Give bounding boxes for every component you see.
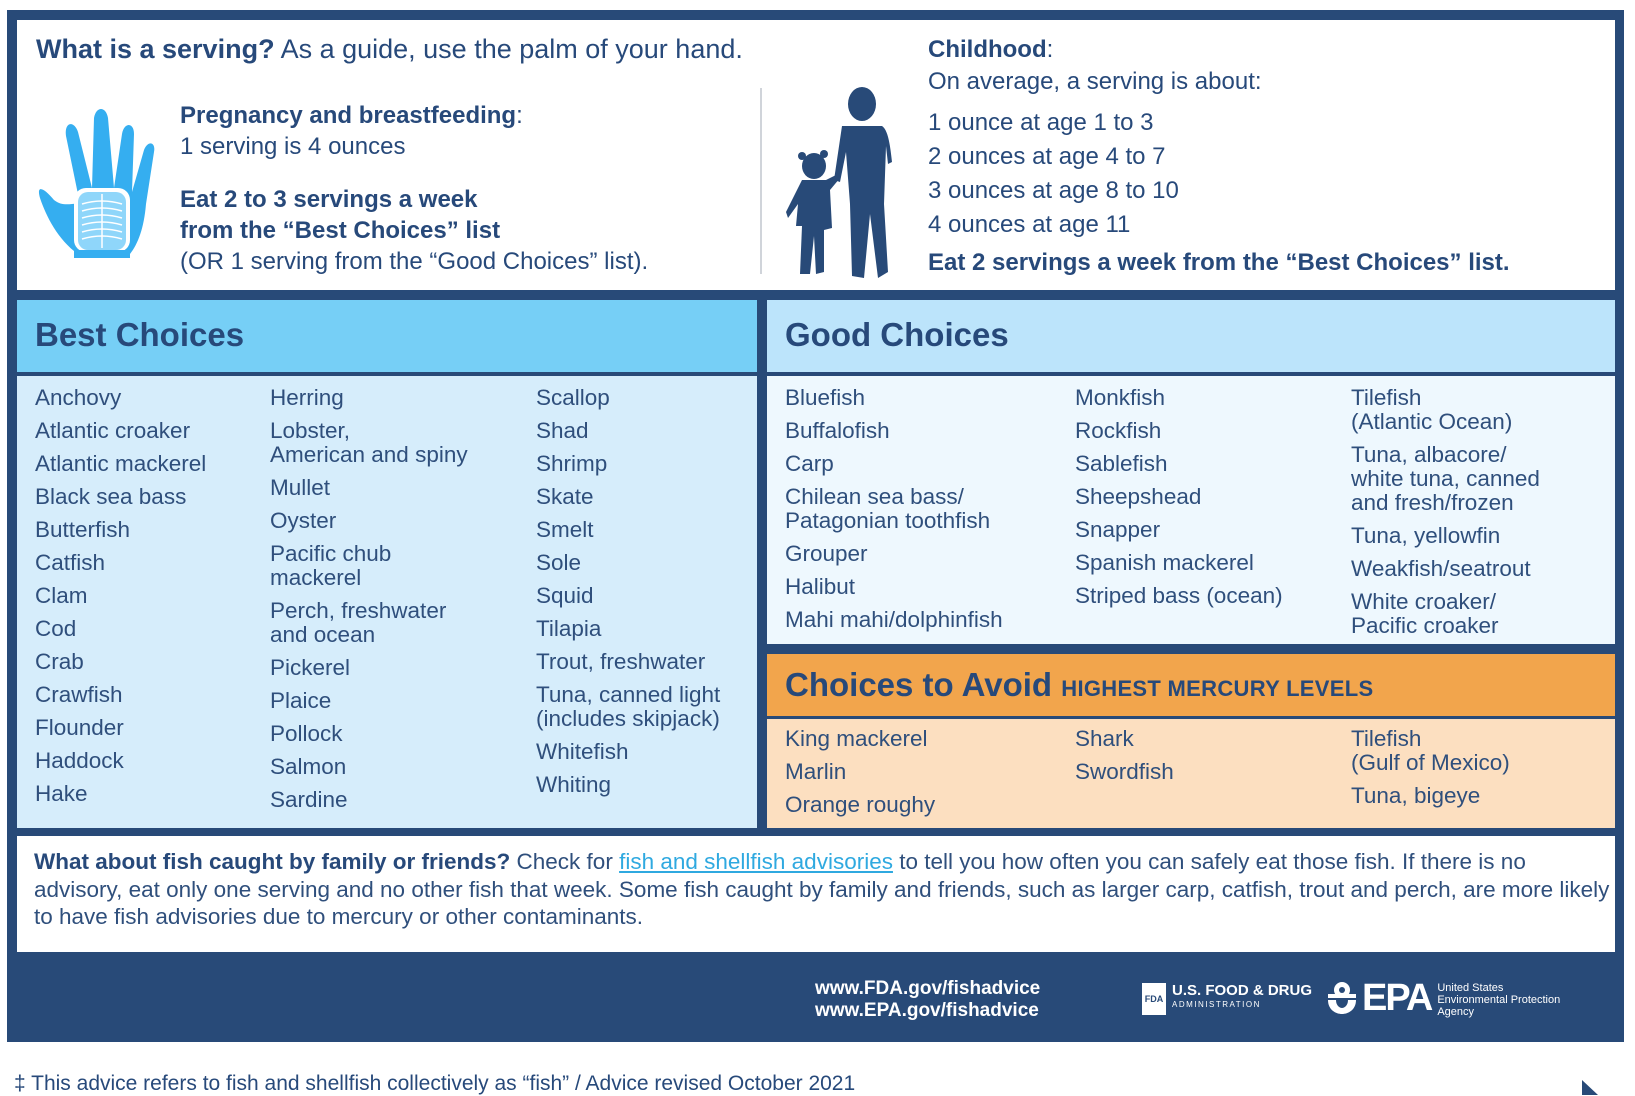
fish-list-item-line: Buffalofish xyxy=(785,418,890,443)
fda-subtitle: ADMINISTRATION xyxy=(1172,1000,1261,1009)
fish-list-item-line: Cod xyxy=(35,616,77,641)
fish-list-item xyxy=(270,689,468,713)
fda-badge-icon: FDA xyxy=(1142,983,1166,1015)
fish-list-item-line: Halibut xyxy=(785,574,856,599)
fish-list-item-line: Rockfish xyxy=(1075,418,1162,443)
fish-list-item-line: Sheepshead xyxy=(1075,484,1202,509)
fish-list-item-line: Spanish mackerel xyxy=(1075,550,1254,575)
fish-list-item-line: Whiting xyxy=(536,772,612,797)
good-choices-column-2 xyxy=(1075,386,1283,617)
avoid-choices-title xyxy=(785,666,1373,704)
fish-list-item-line: Black sea bass xyxy=(35,484,187,509)
pregnancy-serving-size: 1 serving is 4 ounces xyxy=(180,133,406,160)
fish-list-item-line: Hake xyxy=(35,781,88,806)
fish-list-item xyxy=(35,782,206,806)
fish-list-item-line: Mahi mahi/dolphinfish xyxy=(785,607,1003,632)
fish-list-item-line: Salmon xyxy=(270,754,347,779)
avoid-subtitle: HIGHEST MERCURY LEVELS xyxy=(1061,676,1374,701)
fish-list-item-line: Whitefish xyxy=(536,739,629,764)
avoid-column-2 xyxy=(1075,727,1174,793)
fish-list-item-line: Smelt xyxy=(536,517,594,542)
family-fish-body: to tell you how often you can safely eat those fish. If there is no advisory, eat only one serving and no other fish that week. Some fish caught by family and friends, such as larger carp, catfish, trout and perch, are more likely to have fish advisories due to mercury or other contaminants. xyxy=(34,849,1610,929)
fish-list-item-line: Pollock xyxy=(270,721,343,746)
fish-list-item-line: Flounder xyxy=(35,715,124,740)
avoid-choices-list xyxy=(767,719,1615,828)
pregnancy-eat-line2: from the “Best Choices” list xyxy=(180,217,501,244)
fish-list-item xyxy=(270,722,468,746)
best-choices-title: Best Choices xyxy=(35,316,245,353)
serving-question xyxy=(36,34,743,65)
fda-logo xyxy=(1142,983,1312,1015)
fish-list-item xyxy=(536,518,720,542)
fish-list-item-line: Weakfish/seatrout xyxy=(1351,556,1531,581)
fish-list-item xyxy=(536,740,720,764)
fish-list-item xyxy=(35,551,206,575)
fish-list-item xyxy=(270,542,468,590)
fish-list-item-line: Clam xyxy=(35,583,88,608)
fish-list-item-line: Plaice xyxy=(270,688,332,713)
fish-list-item-line: Tuna, bigeye xyxy=(1351,783,1481,808)
childhood-age-4: 4 ounces at age 11 xyxy=(928,211,1131,238)
fish-list-item xyxy=(785,608,1003,632)
best-choices-column-1 xyxy=(35,386,206,815)
fish-list-item xyxy=(35,452,206,476)
fish-list-item-line: Skate xyxy=(536,484,594,509)
epa-subtitle xyxy=(1437,982,1560,1018)
fish-list-item xyxy=(270,599,468,647)
fish-list-item xyxy=(1075,485,1283,509)
fish-list-item-line: Snapper xyxy=(1075,517,1161,542)
fish-list-item-line: Atlantic mackerel xyxy=(35,451,207,476)
fish-list-item xyxy=(1351,590,1540,638)
fish-list-item-line: Pacific chub xyxy=(270,541,392,566)
fish-list-item-line: Crab xyxy=(35,649,84,674)
fish-list-item xyxy=(785,793,935,817)
pregnancy-alternative: (OR 1 serving from the “Good Choices” list). xyxy=(180,248,649,275)
fda-url-link[interactable]: www.FDA.gov/fishadvice xyxy=(815,978,1041,999)
best-choices-list xyxy=(17,376,757,828)
fish-list-item-line: Scallop xyxy=(536,385,610,410)
fish-list-item-line: Anchovy xyxy=(35,385,122,410)
epa-url-link[interactable]: www.EPA.gov/fishadvice xyxy=(815,1000,1039,1021)
fish-list-item-line: (includes skipjack) xyxy=(536,706,720,731)
fish-list-item-line: Shrimp xyxy=(536,451,608,476)
epa-subtitle-line2: Environmental Protection xyxy=(1437,994,1561,1006)
fish-list-item xyxy=(536,617,720,641)
fish-list-item xyxy=(785,727,935,751)
avoid-column-1 xyxy=(785,727,935,826)
fish-list-item xyxy=(1075,584,1283,608)
fish-list-item-line: Orange roughy xyxy=(785,792,936,817)
fish-list-item-line: Tilefish xyxy=(1351,385,1422,410)
fish-list-item-line: and fresh/frozen xyxy=(1351,490,1514,515)
best-choices-column-2 xyxy=(270,386,468,821)
fish-list-item-line: Oyster xyxy=(270,508,337,533)
fish-list-item xyxy=(1075,518,1283,542)
fish-list-item xyxy=(35,683,206,707)
fish-list-item-line: Pacific croaker xyxy=(1351,613,1499,638)
best-choices-header xyxy=(17,300,757,372)
fish-list-item-line: Butterfish xyxy=(35,517,131,542)
fish-list-item-line: white tuna, canned xyxy=(1351,466,1540,491)
fish-list-item-line: Marlin xyxy=(785,759,847,784)
fish-list-item xyxy=(1351,557,1540,581)
fish-list-item xyxy=(536,485,720,509)
fish-list-item xyxy=(785,386,1003,410)
children-silhouette-icon xyxy=(784,86,904,280)
avoid-title-text: Choices to Avoid xyxy=(785,666,1053,703)
fish-list-item-line: (Atlantic Ocean) xyxy=(1351,409,1513,434)
advisories-link[interactable]: fish and shellfish advisories xyxy=(619,849,893,874)
epa-subtitle-line1: United States xyxy=(1437,982,1504,994)
fish-list-item-line: Tilefish xyxy=(1351,726,1422,751)
epa-flower-icon xyxy=(1326,980,1358,1016)
fish-list-item xyxy=(1075,760,1174,784)
fish-list-item xyxy=(785,575,1003,599)
family-fish-question: What about fish caught by family or friends? xyxy=(34,849,511,874)
fish-list-item-line: Monkfish xyxy=(1075,385,1166,410)
fish-list-item xyxy=(536,773,720,797)
fish-list-item xyxy=(35,419,206,443)
fish-list-item xyxy=(35,716,206,740)
fish-list-item xyxy=(270,476,468,500)
fish-list-item xyxy=(1075,727,1174,751)
fish-list-item-line: Sole xyxy=(536,550,582,575)
family-fish-paragraph xyxy=(34,848,1614,931)
good-choices-header xyxy=(767,300,1615,372)
fish-list-item xyxy=(536,584,720,608)
fish-list-item-line: Chilean sea bass/ xyxy=(785,484,964,509)
fish-list-item-line: Shad xyxy=(536,418,589,443)
childhood-title: Childhood xyxy=(928,36,1047,63)
pregnancy-guidance xyxy=(180,100,648,277)
family-fish-pre-link: Check for xyxy=(510,849,620,874)
childhood-age-1: 1 ounce at age 1 to 3 xyxy=(928,109,1154,136)
fish-list-item xyxy=(1075,551,1283,575)
fish-list-item xyxy=(1075,452,1283,476)
fish-list-item-line: Bluefish xyxy=(785,385,866,410)
fish-list-item xyxy=(536,650,720,674)
fish-list-item xyxy=(35,485,206,509)
good-choices-list xyxy=(767,376,1615,644)
fish-list-item-line: King mackerel xyxy=(785,726,928,751)
fish-list-item xyxy=(536,551,720,575)
fish-list-item xyxy=(1075,419,1283,443)
fish-list-item xyxy=(1351,524,1540,548)
next-page-arrow-icon[interactable] xyxy=(1582,1080,1598,1095)
fish-list-item xyxy=(35,386,206,410)
fish-list-item-line: and ocean xyxy=(270,622,376,647)
fish-list-item-line: Catfish xyxy=(35,550,106,575)
fda-name: U.S. FOOD & DRUG xyxy=(1172,982,1313,999)
fish-list-item xyxy=(35,749,206,773)
fish-list-item-line: Shark xyxy=(1075,726,1134,751)
fish-list-item xyxy=(536,419,720,443)
fish-list-item-line: Trout, freshwater xyxy=(536,649,706,674)
epa-subtitle-line3: Agency xyxy=(1437,1006,1475,1018)
serving-question-bold: What is a serving? xyxy=(36,34,275,64)
childhood-age-3: 3 ounces at age 8 to 10 xyxy=(928,177,1179,204)
fish-list-item-line: Carp xyxy=(785,451,834,476)
fish-list-item-line: Crawfish xyxy=(35,682,123,707)
fish-list-item-line: Tilapia xyxy=(536,616,602,641)
fish-list-item xyxy=(35,650,206,674)
fish-list-item xyxy=(785,419,1003,443)
fish-list-item xyxy=(1351,386,1540,434)
childhood-guidance xyxy=(928,34,1510,280)
fish-list-item xyxy=(536,452,720,476)
good-choices-column-3 xyxy=(1351,386,1540,647)
childhood-eat: Eat 2 servings a week from the “Best Choices” list. xyxy=(928,249,1510,276)
fish-list-item xyxy=(1351,784,1510,808)
fish-list-item xyxy=(35,617,206,641)
fish-list-item xyxy=(536,683,720,731)
fish-list-item-line: Sardine xyxy=(270,787,348,812)
fish-list-item-line: Grouper xyxy=(785,541,868,566)
fish-list-item-line: Haddock xyxy=(35,748,124,773)
fish-list-item xyxy=(785,452,1003,476)
serving-question-text: As a guide, use the palm of your hand. xyxy=(274,34,743,64)
avoid-column-3 xyxy=(1351,727,1510,817)
good-choices-title: Good Choices xyxy=(785,316,1009,353)
childhood-colon: : xyxy=(1046,36,1054,63)
fish-list-item-line: White croaker/ xyxy=(1351,589,1497,614)
fish-list-item xyxy=(270,419,468,467)
fish-list-item xyxy=(270,386,468,410)
fish-list-item xyxy=(35,584,206,608)
fish-list-item-line: Herring xyxy=(270,385,344,410)
pregnancy-eat-line1: Eat 2 to 3 servings a week xyxy=(180,186,478,213)
childhood-age-2: 2 ounces at age 4 to 7 xyxy=(928,143,1166,170)
epa-logo xyxy=(1326,978,1560,1018)
fish-list-item-line: Squid xyxy=(536,583,594,608)
childhood-intro: On average, a serving is about: xyxy=(928,68,1262,95)
avoid-choices-header xyxy=(767,654,1615,716)
fish-list-item-line: Striped bass (ocean) xyxy=(1075,583,1283,608)
fish-list-item-line: mackerel xyxy=(270,565,362,590)
footnote: ‡ This advice refers to fish and shellfish collectively as “fish” / Advice revised October 2021 xyxy=(14,1072,856,1095)
fish-list-item xyxy=(785,760,935,784)
good-choices-column-1 xyxy=(785,386,1003,641)
fish-list-item xyxy=(536,386,720,410)
fish-list-item-line: Perch, freshwater xyxy=(270,598,447,623)
pregnancy-colon: : xyxy=(516,102,523,129)
fish-list-item xyxy=(1351,443,1540,515)
fish-list-item-line: Mullet xyxy=(270,475,331,500)
epa-wordmark: EPA xyxy=(1362,977,1432,1019)
header-divider xyxy=(760,88,762,274)
fish-list-item-line: Swordfish xyxy=(1075,759,1174,784)
fish-list-item-line: Lobster, xyxy=(270,418,351,443)
fish-list-item xyxy=(35,518,206,542)
fish-list-item xyxy=(785,485,1003,533)
fish-list-item-line: Tuna, yellowfin xyxy=(1351,523,1501,548)
fish-list-item-line: American and spiny xyxy=(270,442,468,467)
fish-list-item-line: Tuna, albacore/ xyxy=(1351,442,1507,467)
fish-list-item xyxy=(270,656,468,680)
pregnancy-title: Pregnancy and breastfeeding xyxy=(180,102,517,129)
fish-list-item-line: Sablefish xyxy=(1075,451,1168,476)
fish-list-item xyxy=(270,755,468,779)
fish-list-item xyxy=(1075,386,1283,410)
fish-list-item xyxy=(270,509,468,533)
fish-list-item xyxy=(270,788,468,812)
fish-list-item-line: Patagonian toothfish xyxy=(785,508,991,533)
fish-list-item-line: Tuna, canned light xyxy=(536,682,721,707)
fish-list-item-line: (Gulf of Mexico) xyxy=(1351,750,1510,775)
fish-list-item xyxy=(785,542,1003,566)
fish-list-item-line: Atlantic croaker xyxy=(35,418,191,443)
fish-list-item xyxy=(1351,727,1510,775)
best-choices-column-3 xyxy=(536,386,720,806)
fish-list-item-line: Pickerel xyxy=(270,655,351,680)
palm-hand-icon xyxy=(34,108,162,260)
footer-urls xyxy=(815,978,1040,1022)
